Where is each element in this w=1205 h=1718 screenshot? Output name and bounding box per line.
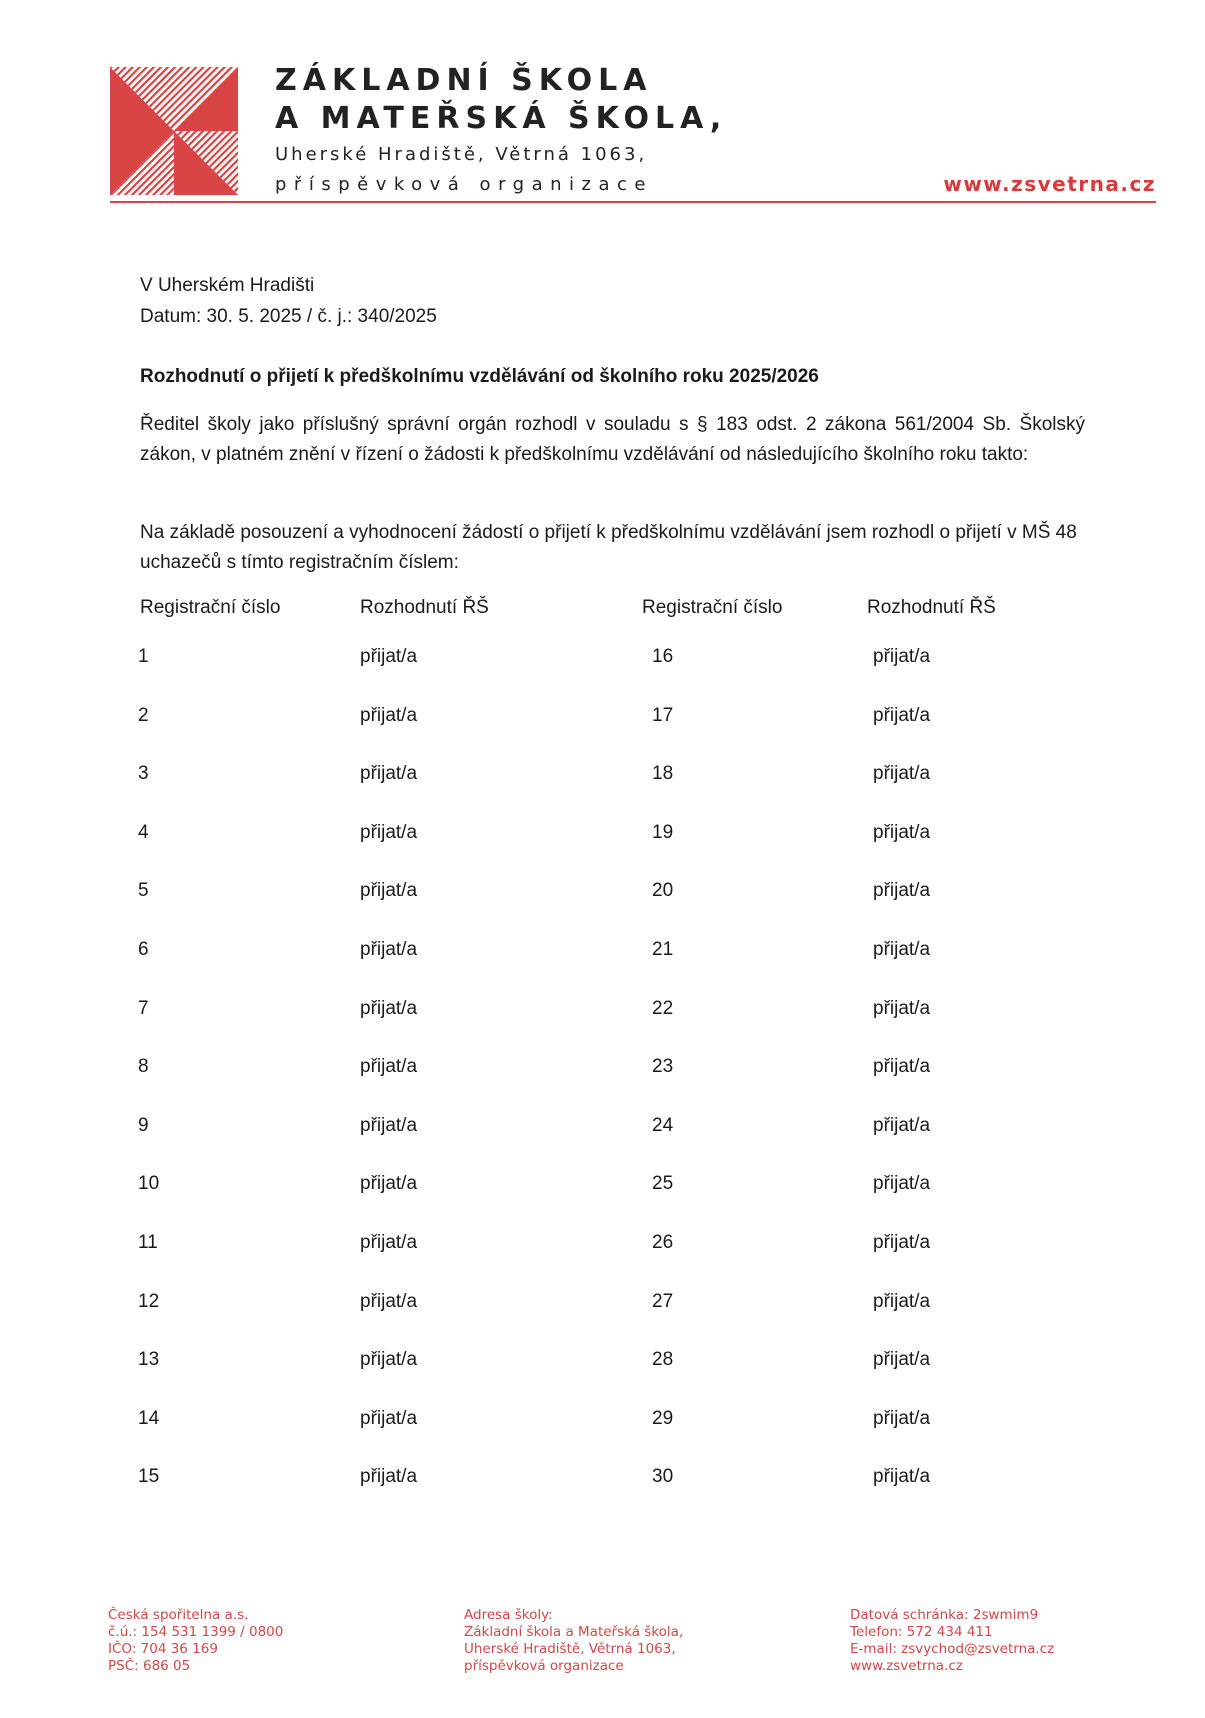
- admission-decision-right: přijat/a: [873, 939, 931, 960]
- footer-website-link[interactable]: www.zsvetrna.cz: [850, 1658, 963, 1674]
- school-address: Uherské Hradiště, Větrná 1063,: [275, 144, 648, 165]
- registration-number-left: 15: [138, 1466, 160, 1487]
- admission-decision-right: přijat/a: [873, 646, 931, 667]
- header-divider: [110, 201, 1156, 203]
- admission-decision-left: přijat/a: [360, 646, 418, 667]
- admission-decision-right: přijat/a: [873, 763, 931, 784]
- table-header-reg-number-left: Registrační číslo: [140, 597, 281, 618]
- admission-decision-left: přijat/a: [360, 998, 418, 1019]
- admission-decision-left: přijat/a: [360, 1466, 418, 1487]
- school-name: [275, 62, 727, 138]
- school-name-line2: A MATEŘSKÁ ŠKOLA,: [275, 101, 728, 136]
- footer-bank-line: IČO: 704 36 169: [108, 1641, 218, 1657]
- admission-decision-right: přijat/a: [873, 705, 931, 726]
- admission-decision-right: přijat/a: [873, 822, 931, 843]
- registration-number-left: 14: [138, 1408, 160, 1429]
- footer-bank-line: PSČ: 686 05: [108, 1658, 191, 1674]
- footer-contact-info: [850, 1607, 1054, 1675]
- admission-decision-right: přijat/a: [873, 1056, 931, 1077]
- footer-school-address: [464, 1607, 683, 1675]
- registration-number-left: 7: [138, 998, 149, 1019]
- letter-place: V Uherském Hradišti: [140, 275, 315, 296]
- registration-number-right: 21: [652, 939, 674, 960]
- registration-number-left: 4: [138, 822, 149, 843]
- admission-decision-left: přijat/a: [360, 822, 418, 843]
- admission-decision-right: přijat/a: [873, 1408, 931, 1429]
- admission-decision-right: přijat/a: [873, 1173, 931, 1194]
- registration-number-right: 27: [652, 1291, 674, 1312]
- footer-email-link[interactable]: E-mail: zsvychod@zsvetrna.cz: [850, 1641, 1055, 1657]
- footer-address-line: Základní škola a Mateřská škola,: [464, 1624, 684, 1640]
- admission-decision-left: přijat/a: [360, 1056, 418, 1077]
- registration-number-right: 23: [652, 1056, 674, 1077]
- registration-number-right: 16: [652, 646, 674, 667]
- footer-address-line: příspěvková organizace: [464, 1658, 624, 1674]
- admission-decision-right: přijat/a: [873, 1232, 931, 1253]
- footer-address-line: Uherské Hradiště, Větrná 1063,: [464, 1641, 676, 1657]
- letter-subject: Rozhodnutí o přijetí k předškolnímu vzdělávání od školního roku 2025/2026: [140, 366, 819, 387]
- admission-decision-left: přijat/a: [360, 939, 418, 960]
- registration-number-right: 28: [652, 1349, 674, 1370]
- registration-number-left: 1: [138, 646, 149, 667]
- registration-number-left: 2: [138, 705, 149, 726]
- table-header-decision-left: Rozhodnutí ŘŠ: [360, 597, 489, 618]
- registration-number-right: 25: [652, 1173, 674, 1194]
- registration-number-right: 19: [652, 822, 674, 843]
- registration-number-right: 26: [652, 1232, 674, 1253]
- registration-number-right: 17: [652, 705, 674, 726]
- admission-decision-right: přijat/a: [873, 1466, 931, 1487]
- admission-decision-right: přijat/a: [873, 1349, 931, 1370]
- footer-address-line: Adresa školy:: [464, 1607, 553, 1623]
- admission-decision-left: přijat/a: [360, 1173, 418, 1194]
- organization-type: příspěvková organizace: [275, 174, 653, 195]
- registration-number-right: 29: [652, 1408, 674, 1429]
- admission-decision-left: přijat/a: [360, 1349, 418, 1370]
- registration-number-left: 6: [138, 939, 149, 960]
- registration-number-left: 3: [138, 763, 149, 784]
- registration-number-left: 9: [138, 1115, 149, 1136]
- registration-number-right: 24: [652, 1115, 674, 1136]
- registration-number-left: 5: [138, 880, 149, 901]
- registration-number-left: 11: [138, 1232, 158, 1253]
- registration-number-right: 30: [652, 1466, 674, 1487]
- school-name-line1: ZÁKLADNÍ ŠKOLA: [275, 63, 653, 98]
- admission-decision-right: přijat/a: [873, 1291, 931, 1312]
- admission-decision-left: přijat/a: [360, 1115, 418, 1136]
- footer-bank-info: [108, 1607, 283, 1675]
- letter-paragraph-1: Ředitel školy jako příslušný správní orgán rozhodl v souladu s § 183 odst. 2 zákona 561/2004 Sb. Školský zákon, v platném znění v řízení o žádosti k předškolnímu vzdělávání od následujícího školního roku takto:: [140, 414, 1085, 465]
- admission-decision-right: přijat/a: [873, 880, 931, 901]
- footer-bank-line: č.ú.: 154 531 1399 / 0800: [108, 1624, 284, 1640]
- school-logo-icon: [110, 67, 238, 195]
- registration-number-left: 8: [138, 1056, 149, 1077]
- website-link[interactable]: www.zsvetrna.cz: [943, 172, 1156, 196]
- registration-number-right: 20: [652, 880, 674, 901]
- admission-decision-left: přijat/a: [360, 763, 418, 784]
- registration-number-left: 10: [138, 1173, 160, 1194]
- admission-decision-left: přijat/a: [360, 880, 418, 901]
- admission-decision-right: přijat/a: [873, 998, 931, 1019]
- registration-number-left: 12: [138, 1291, 160, 1312]
- footer-contact-line: Telefon: 572 434 411: [850, 1624, 993, 1640]
- letter-paragraph-2: Na základě posouzení a vyhodnocení žádostí o přijetí k předškolnímu vzdělávání jsem rozhodl o přijetí v MŠ 48 uchazečů s tímto registračním číslem:: [140, 522, 1077, 573]
- footer-bank-line: Česká spořitelna a.s.: [108, 1607, 249, 1623]
- admission-decision-left: přijat/a: [360, 705, 418, 726]
- letter-date-reference: Datum: 30. 5. 2025 / č. j.: 340/2025: [140, 306, 437, 327]
- registration-number-right: 22: [652, 998, 674, 1019]
- admission-decision-right: přijat/a: [873, 1115, 931, 1136]
- table-header-reg-number-right: Registrační číslo: [642, 597, 783, 618]
- table-header-decision-right: Rozhodnutí ŘŠ: [867, 597, 996, 618]
- registration-number-left: 13: [138, 1349, 160, 1370]
- admission-decision-left: přijat/a: [360, 1232, 418, 1253]
- footer-contact-line: Datová schránka: 2swmim9: [850, 1607, 1039, 1623]
- admission-decision-left: přijat/a: [360, 1408, 418, 1429]
- admission-decision-left: přijat/a: [360, 1291, 418, 1312]
- registration-number-right: 18: [652, 763, 674, 784]
